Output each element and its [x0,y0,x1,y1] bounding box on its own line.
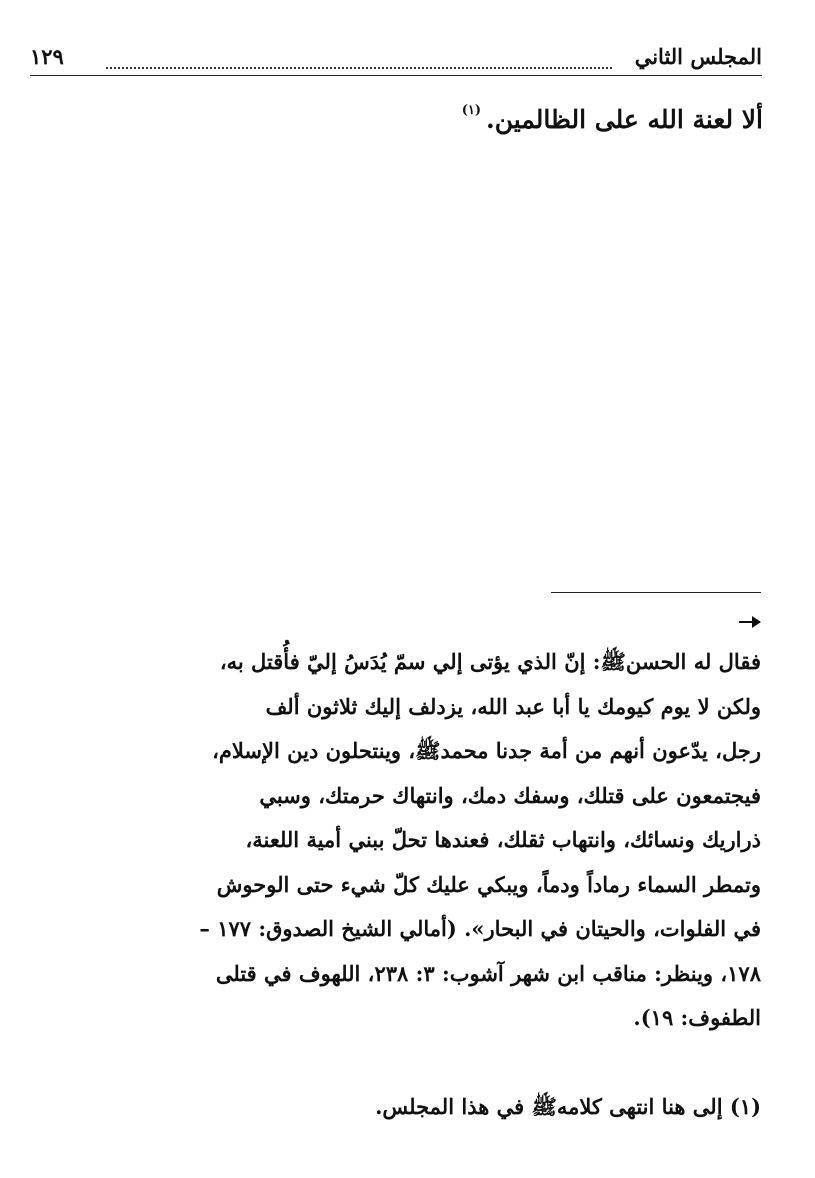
footnote-line: وتمطر السماء رماداً ودماً، ويبكي عليك كلّ شيء حتى الوحوش [216,871,761,897]
footnote-line: ولكن لا يوم كيومك يا أبا عبد الله، يزدلف إليك ثلاثون ألف [265,693,761,719]
main-text [462,103,763,134]
footnote-1: (١) إلى هنا انتهى كلامهﷺ في هذا المجلس. [375,1094,761,1119]
footnote-line: فيجتمعون على قتلك، وسفك دمك، وانتهاك حرمتك، وسبي [259,782,761,808]
continuation-arrow-icon [739,621,760,623]
footnote-line: الطفوف: ١٩). [633,1005,761,1030]
footnote-separator [551,592,761,593]
footnote-line: رجل، يدّعون أنهم من أمة جدنا محمدﷺ، وينتحلون دين الإسلام، [212,738,761,763]
footnote-line: فقال له الحسنﷺ: إنّ الذي يؤتى إلي سمّ يُدَسُ إليّ فأُقتل به، [219,649,761,674]
footnote-line: ذراريك ونسائك، وانتهاب ثقلك، فعندها تحلّ ببني أمية اللعنة، [245,827,761,852]
running-header [30,42,762,76]
chapter-title: المجلس الثاني [634,44,762,69]
page-number: ١٢٩ [30,44,64,69]
main-text-line: ألا لعنة الله على الظالمين. [486,105,763,134]
footnote-line: في الفلوات، والحيتان في البحار». (أمالي الشيخ الصدوق: ١٧٧ – [199,916,761,941]
footnote-continuation [59,640,761,1041]
footnote-marker: (١) [461,103,482,118]
footnote-line: ١٧٨، وينظر: مناقب ابن شهر آشوب: ٣: ٢٣٨، اللهوف في قتلى [215,960,761,986]
leader-dots [106,46,612,69]
